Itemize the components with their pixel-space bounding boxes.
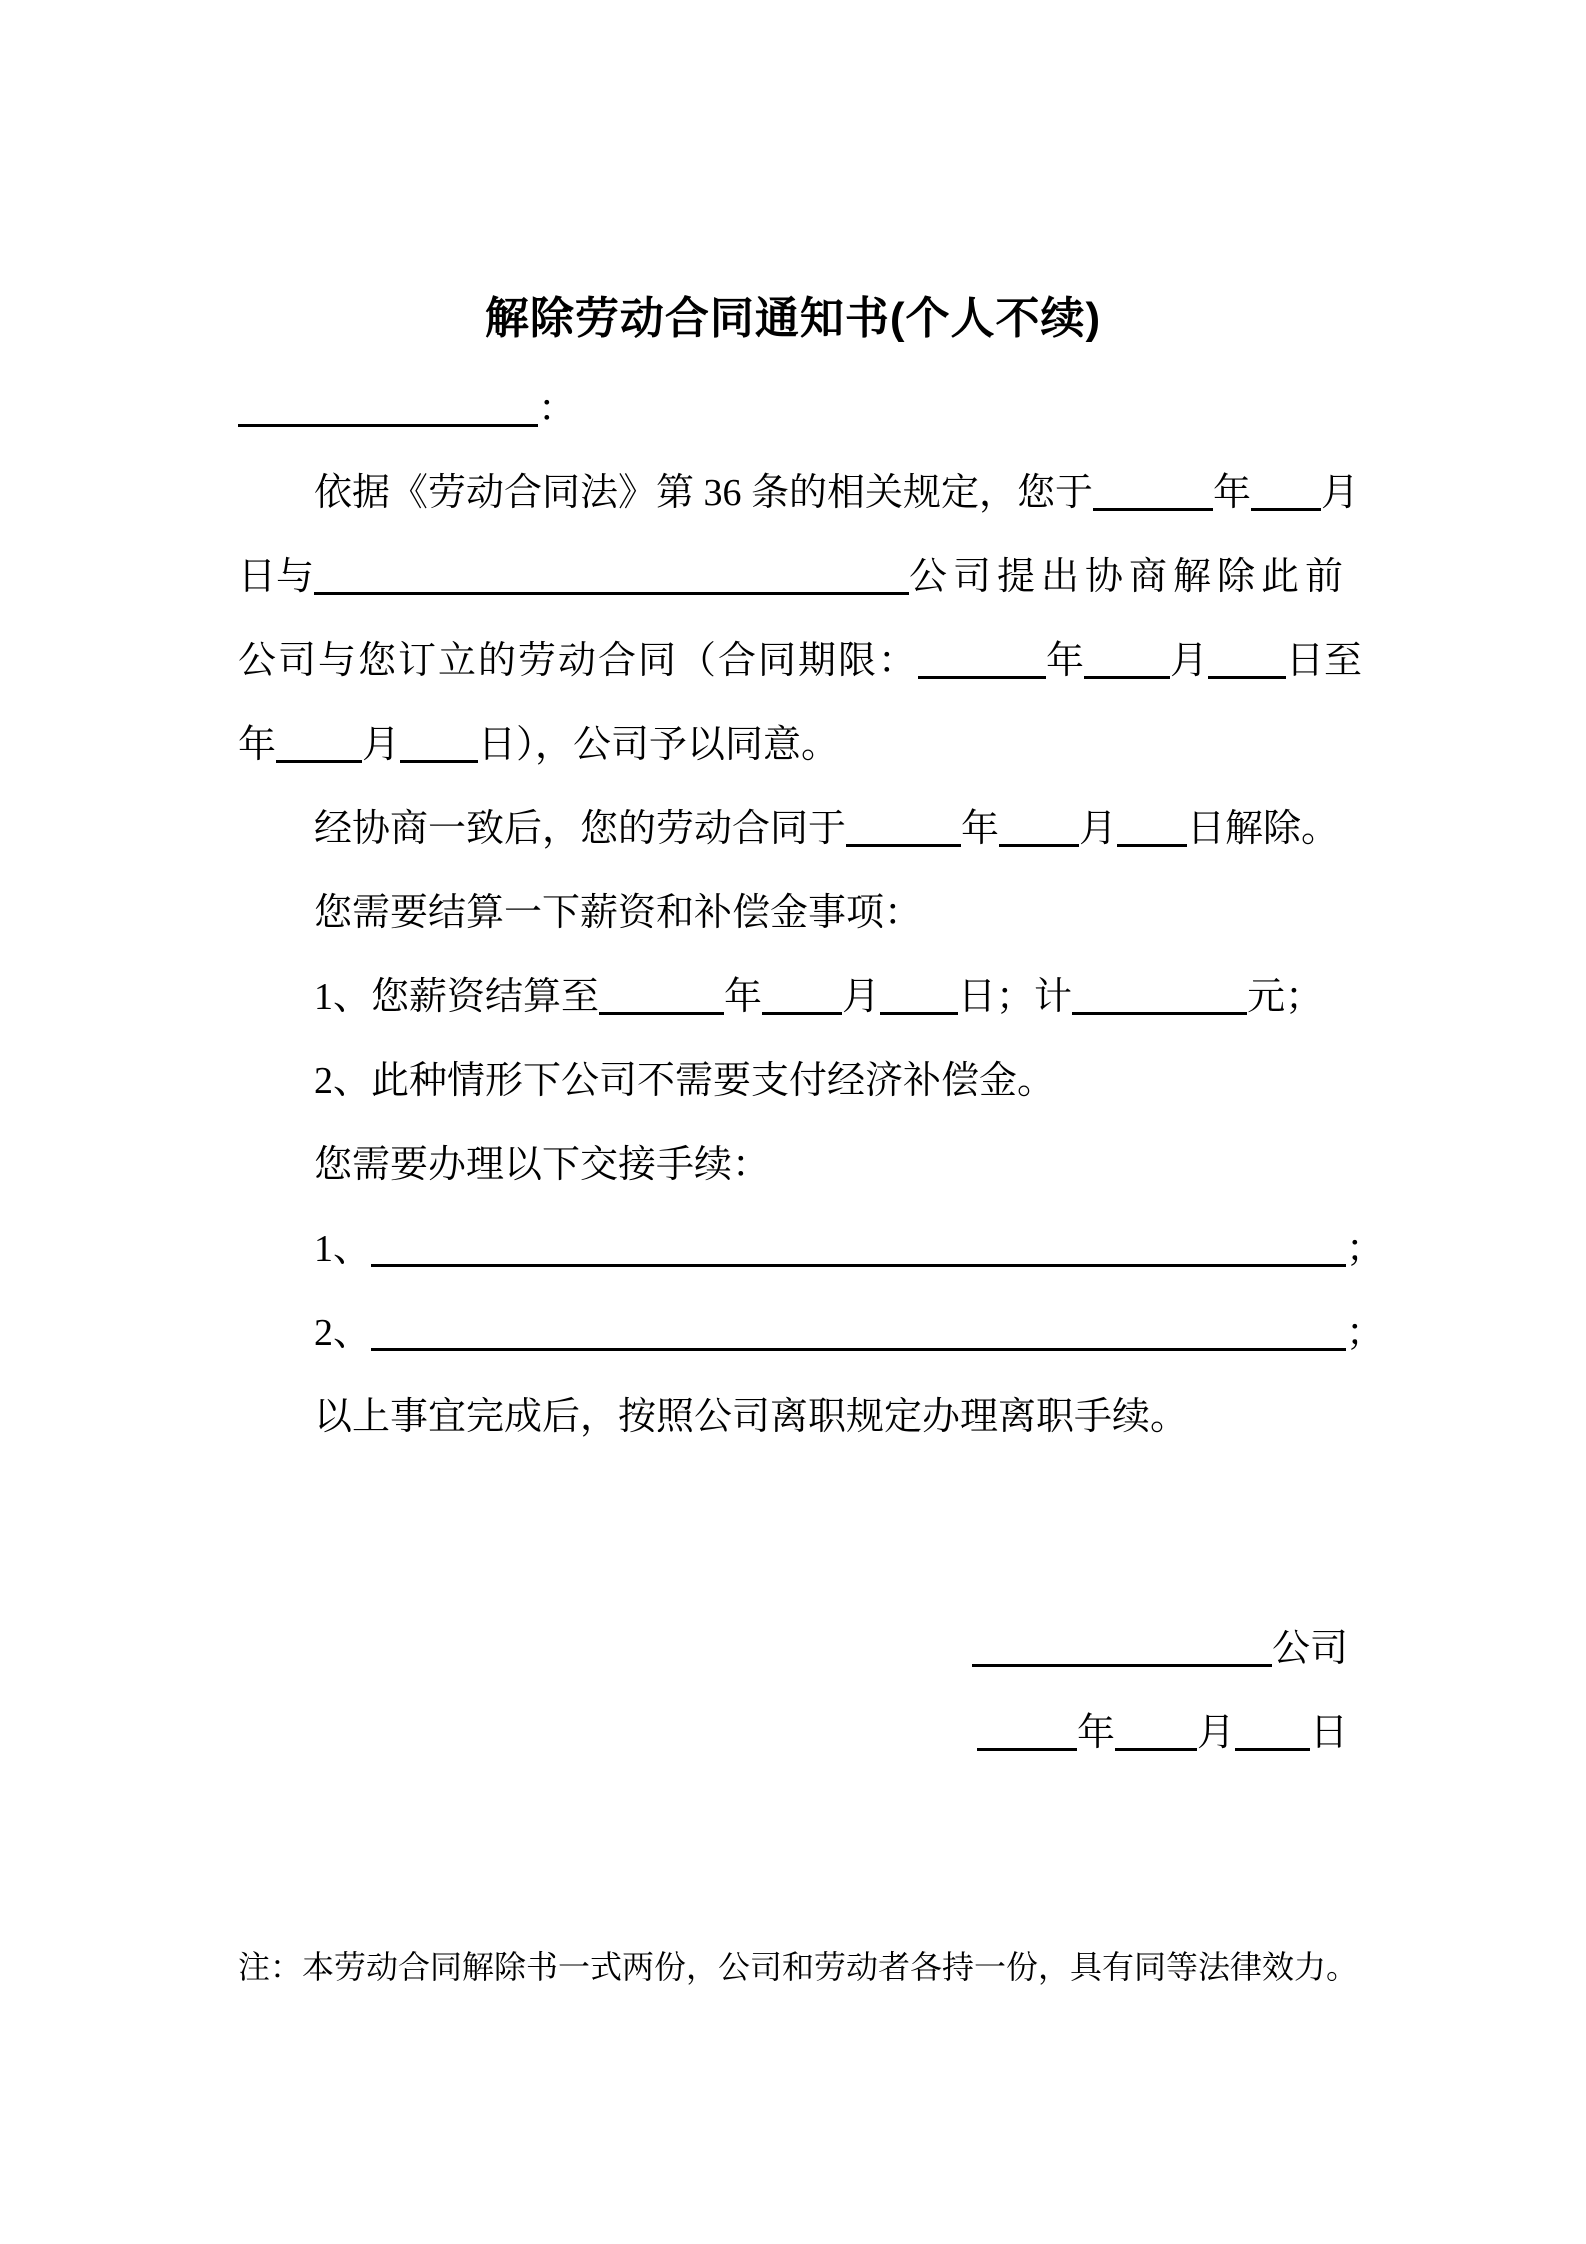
- blank-underline: [400, 722, 478, 763]
- text-run: 年: [1213, 472, 1252, 514]
- text-run: ；: [1346, 1228, 1385, 1270]
- para1-line3: [238, 619, 1363, 703]
- blank-underline: [371, 1226, 1346, 1267]
- para1-line1: [238, 451, 1360, 535]
- signature-date-line: [238, 1691, 1348, 1775]
- closing-line: [238, 1375, 1348, 1459]
- blank-underline: [1208, 638, 1286, 679]
- text-run: 月: [362, 724, 401, 766]
- text-run: 经协商一致后，您的劳动合同于: [314, 808, 847, 850]
- blank-underline: [1115, 1710, 1197, 1751]
- blank-underline: [846, 806, 961, 847]
- signature-block: [238, 1607, 1348, 1775]
- para2-line1: [238, 787, 1348, 871]
- text-run: 2、此种情形下公司不需要支付经济补偿金。: [314, 1060, 1056, 1102]
- text-run: 日至: [1286, 640, 1363, 682]
- blank-underline: [999, 806, 1079, 847]
- text-run: 日），公司予以同意。: [478, 724, 840, 766]
- blank-underline: [599, 974, 724, 1015]
- para3-line1: [238, 871, 1348, 955]
- document-body: [238, 367, 1385, 1459]
- document-title: 解除劳动合同通知书(个人不续): [484, 294, 1102, 343]
- text-run: 公司: [1271, 1628, 1348, 1670]
- handover-item2: [238, 1291, 1385, 1375]
- text-run: 日解除。: [1187, 808, 1340, 850]
- blank-underline: [276, 722, 362, 763]
- blank-underline: [371, 1310, 1346, 1351]
- text-run: 日与: [238, 556, 315, 598]
- text-run: 年: [961, 808, 1000, 850]
- blank-underline: [238, 386, 538, 427]
- blank-underline: [1084, 638, 1170, 679]
- blank-underline: [1235, 1710, 1310, 1751]
- text-run: 以上事宜完成后，按照公司离职规定办理离职手续。: [314, 1396, 1189, 1438]
- blank-underline: [918, 638, 1046, 679]
- para1-line2: [238, 535, 1348, 619]
- text-run: 2、: [314, 1312, 372, 1354]
- footnote: 注：本劳动合同解除书一式两份，公司和劳动者各持一份，具有同等法律效力。: [238, 1949, 1359, 1985]
- salutation-line: [238, 367, 1348, 451]
- text-run: 您需要结算一下薪资和补偿金事项：: [314, 892, 923, 934]
- text-run: 年: [1076, 1712, 1115, 1754]
- blank-underline: [1072, 974, 1247, 1015]
- text-run: 您需要办理以下交接手续：: [314, 1144, 771, 1186]
- text-run: 月: [1321, 472, 1360, 514]
- text-run: 公司提出协商解除此前: [909, 556, 1350, 598]
- text-run: 依据《劳动合同法》第 36 条的相关规定，您于: [314, 472, 1094, 514]
- blank-underline: [1251, 470, 1321, 511]
- text-run: 年: [724, 976, 763, 1018]
- item1-line: [238, 955, 1348, 1039]
- blank-underline: [977, 1710, 1077, 1751]
- text-run: 月: [1079, 808, 1118, 850]
- text-run: 月: [842, 976, 881, 1018]
- text-run: 元；: [1247, 976, 1324, 1018]
- text-run: 月: [1196, 1712, 1235, 1754]
- item2-line: [238, 1039, 1348, 1123]
- text-run: 年: [1046, 640, 1085, 682]
- text-run: ；: [1346, 1312, 1385, 1354]
- blank-underline: [314, 554, 909, 595]
- text-run: 1、: [314, 1228, 372, 1270]
- blank-underline: [1117, 806, 1187, 847]
- text-run: 公司与您订立的劳动合同（合同期限：: [238, 640, 919, 682]
- para4-line1: [238, 1123, 1348, 1207]
- text-run: 月: [1170, 640, 1209, 682]
- blank-underline: [880, 974, 958, 1015]
- text-run: 1、您薪资结算至: [314, 976, 600, 1018]
- text-run: 日: [1309, 1712, 1348, 1754]
- text-run: ：: [538, 388, 577, 430]
- blank-underline: [762, 974, 842, 1015]
- signature-company-line: [238, 1607, 1348, 1691]
- text-run: 年: [238, 724, 277, 766]
- text-run: 日；计: [958, 976, 1073, 1018]
- para1-line4: [238, 703, 1348, 787]
- blank-underline: [1093, 470, 1213, 511]
- blank-underline: [972, 1626, 1272, 1667]
- handover-item1: [238, 1207, 1385, 1291]
